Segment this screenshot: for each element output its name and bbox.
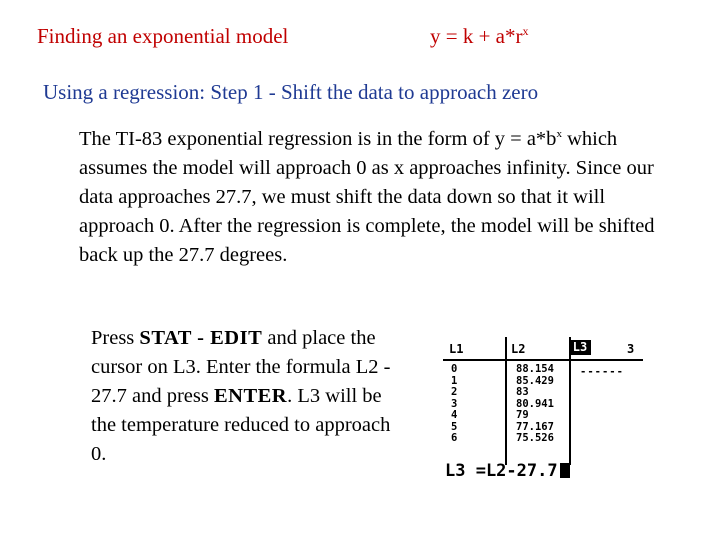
cursor-block-icon [560,463,570,478]
instructions-text [91,324,391,469]
calculator-screen [443,337,643,483]
paragraph-part-1: The TI-83 exponential regression is in the form of y = a*b [79,128,557,150]
instr-text-2: and place the cursor on L3. Enter the formula L2 - 27.7 and press [91,327,391,407]
entry-line [445,461,570,481]
slide-title: Finding an exponential model [37,24,289,48]
header-l2: L2 [511,342,526,356]
l1-cell: 2 [451,386,458,398]
column-divider-1 [505,337,507,465]
l1-cell: 1 [451,374,458,387]
l2-cell: 83 [516,386,529,398]
header-divider [443,359,643,361]
l1-cell: 0 [451,363,458,375]
paragraph-part-2: which assumes the model will approach 0 as x approaches infinity. Since our data approaches 27.7, we must shift the data down so that it will approach 0. After the regression is complete, the model will be shifted back up the 27.7 degrees. [79,128,655,266]
step-subtitle: Using a regression: Step 1 - Shift the data to approach zero [43,80,539,104]
l2-cell: 88.154 [516,363,554,375]
column-number: 3 [627,342,635,356]
header-l3-highlighted: L3 [569,340,591,355]
l1-cell: 5 [451,420,458,433]
formula-base: y = k + a*r [430,24,523,48]
l1-cell: 4 [451,409,458,421]
l1-column [451,364,463,445]
enter-key: ENTER [213,385,288,407]
l2-cell: 79 [516,409,529,421]
l2-cell: 85.429 [516,374,554,387]
l1-cell: 3 [451,397,458,410]
model-formula [430,24,529,49]
instr-text-3: . L3 will be the temperature reduced to approach 0. [91,385,391,465]
l3-column [580,367,640,379]
entry-formula: L3 =L2-27.7 [445,461,558,481]
l2-cell: 77.167 [516,420,554,433]
explanation-paragraph [79,120,679,270]
l1-cell: 6 [451,432,458,444]
l2-cell: 80.941 [516,397,554,410]
stat-edit-key: STAT - EDIT [139,327,263,349]
l2-column [516,364,576,445]
formula-exponent: x [522,24,529,38]
l3-cell: ------ [580,366,624,378]
l2-cell: 75.526 [516,432,554,444]
instr-text-1: Press [91,327,140,349]
paragraph-exponent: x [556,128,562,140]
header-l1: L1 [449,342,464,356]
